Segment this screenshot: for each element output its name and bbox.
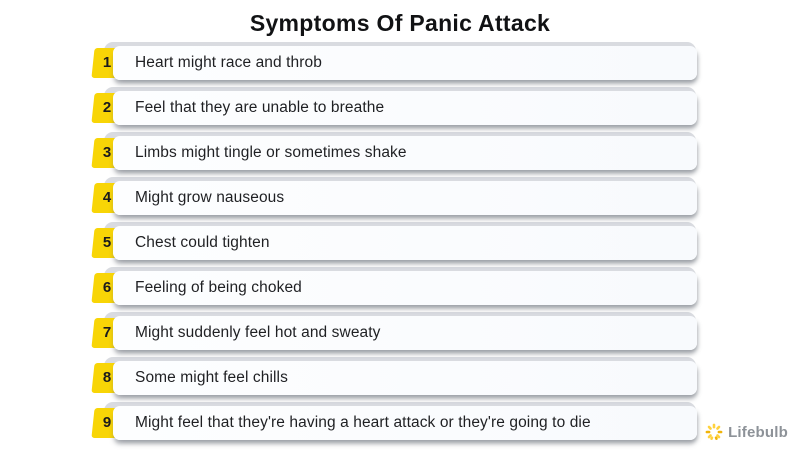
symptom-card	[113, 91, 697, 125]
badge-number: 4	[102, 189, 112, 206]
badge-number: 2	[102, 99, 112, 116]
symptom-text: Limbs might tingle or sometimes shake	[135, 144, 407, 161]
list-item	[102, 361, 697, 395]
list-item	[102, 316, 697, 350]
symptom-card	[113, 406, 697, 440]
list-item	[102, 271, 697, 305]
badge-number: 7	[102, 324, 112, 341]
brand-logo	[705, 423, 788, 441]
symptom-card	[113, 226, 697, 260]
symptom-list	[102, 46, 697, 440]
brand-name: Lifebulb	[728, 423, 788, 441]
badge-number: 8	[102, 369, 112, 386]
symptom-text: Might grow nauseous	[135, 189, 285, 206]
symptom-text: Might suddenly feel hot and sweaty	[135, 324, 381, 341]
list-item	[102, 226, 697, 260]
symptom-card	[113, 136, 697, 170]
list-item	[102, 136, 697, 170]
symptom-text: Chest could tighten	[135, 234, 270, 251]
list-item	[102, 181, 697, 215]
symptom-text: Some might feel chills	[135, 369, 288, 386]
symptom-card	[113, 181, 697, 215]
symptom-text: Heart might race and throb	[135, 54, 322, 71]
symptom-card	[113, 361, 697, 395]
badge-number: 3	[102, 144, 112, 161]
list-item	[102, 46, 697, 80]
list-item	[102, 91, 697, 125]
symptom-card	[113, 316, 697, 350]
symptom-text: Feeling of being choked	[135, 279, 302, 296]
symptom-card	[113, 271, 697, 305]
badge-number: 6	[102, 279, 112, 296]
badge-number: 9	[102, 414, 112, 431]
symptom-text: Might feel that they're having a heart attack or they're going to die	[135, 414, 591, 431]
sunburst-bulb-icon	[705, 423, 723, 441]
page-title: Symptoms Of Panic Attack	[249, 10, 551, 36]
badge-number: 1	[102, 54, 112, 71]
symptom-card	[113, 46, 697, 80]
list-item	[102, 406, 697, 440]
badge-number: 5	[102, 234, 112, 251]
symptom-text: Feel that they are unable to breathe	[135, 99, 385, 116]
